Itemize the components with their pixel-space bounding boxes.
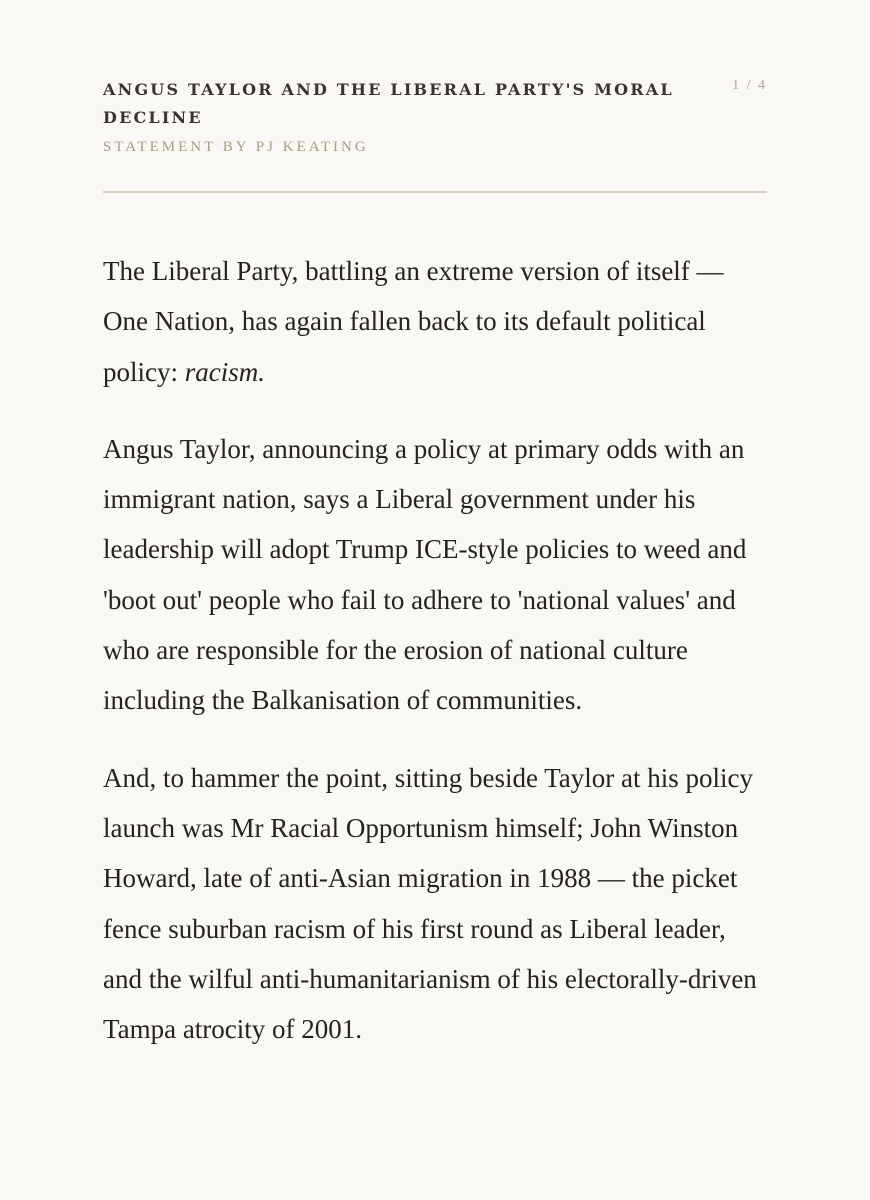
header-divider xyxy=(103,191,767,193)
page-counter: 1 / 4 xyxy=(732,78,767,93)
paragraph-2: Angus Taylor, announcing a policy at primary odds with an immigrant nation, says a Liberal government under his leadership will adopt Trump ICE-style policies to weed and 'boot out' people who fail to adhere to 'national values' and who are responsible for the erosion of national culture including the Balkanisation of communities. xyxy=(103,433,747,716)
paragraph-1-text: The Liberal Party, battling an extreme version of itself — One Nation, has again fallen back to its default political policy: xyxy=(103,256,724,387)
paragraph-1-emphasis: racism. xyxy=(184,356,265,387)
paragraph-1 xyxy=(103,246,767,397)
document-title: ANGUS TAYLOR AND THE LIBERAL PARTY'S MORAL DECLINE xyxy=(103,80,674,127)
document-page xyxy=(103,0,767,1200)
document-subtitle: STATEMENT BY PJ KEATING xyxy=(103,139,369,155)
document-body xyxy=(103,246,767,1081)
document-header xyxy=(103,76,767,158)
paragraph-3: And, to hammer the point, sitting beside Taylor at his policy launch was Mr Racial Opportunism himself; John Winston Howard, late of anti-Asian migration in 1988 — the picket fence suburban racism of his first round as Liberal leader, and the wilful anti-humanitarianism of his electorally-driven Tampa atrocity of 2001. xyxy=(103,762,757,1045)
